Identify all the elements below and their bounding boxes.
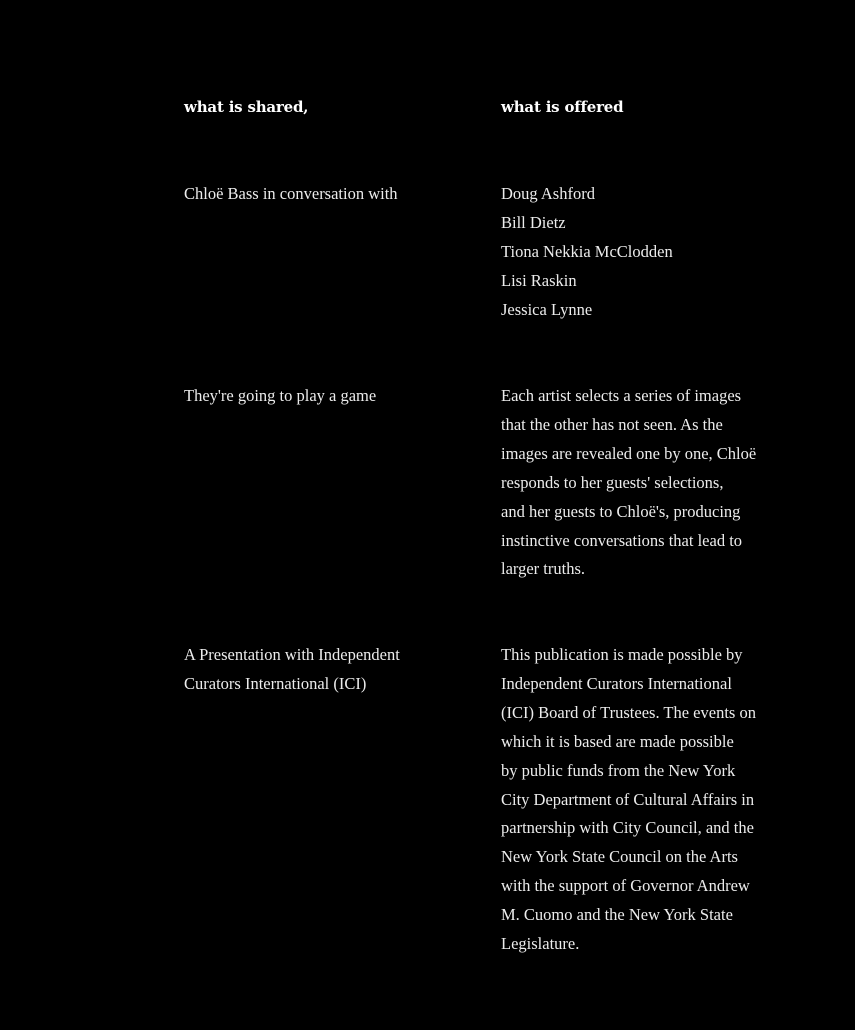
paragraph-line: Curators International (ICI) bbox=[184, 673, 367, 693]
paragraph-line: Independent Curators International bbox=[501, 673, 732, 693]
heading-what-is-offered: what is offered bbox=[501, 98, 624, 116]
paragraph-line: and her guests to Chloë's, producing bbox=[501, 501, 741, 521]
paragraph-line: This publication is made possible by bbox=[501, 645, 743, 664]
section-2-left-text: They're going to play a game bbox=[184, 386, 377, 405]
paragraph-line: New York State Council on the Arts bbox=[501, 847, 738, 867]
paragraph-line: images are revealed one by one, Chloë bbox=[501, 443, 757, 463]
paragraph-line: larger truths. bbox=[501, 559, 586, 579]
paragraph-line: responds to her guests' selections, bbox=[501, 472, 724, 492]
paragraph-line: instinctive conversations that lead to bbox=[501, 530, 743, 550]
paragraph-line: by public funds from the New York bbox=[501, 760, 736, 780]
paragraph-line: (ICI) Board of Trustees. The events on bbox=[501, 702, 756, 722]
game-description bbox=[501, 382, 801, 584]
participant-name: Doug Ashford bbox=[501, 184, 595, 203]
heading-what-is-shared: what is shared, bbox=[184, 98, 309, 116]
paragraph-line: with the support of Governor Andrew bbox=[501, 876, 750, 896]
participant-name: Jessica Lynne bbox=[501, 299, 593, 319]
paragraph-line: A Presentation with Independent bbox=[184, 645, 400, 664]
paragraph-line: partnership with City Council, and the bbox=[501, 818, 754, 838]
paragraph-line: which it is based are made possible bbox=[501, 731, 734, 751]
participant-name: Tiona Nekkia McClodden bbox=[501, 241, 673, 261]
paragraph-line: Legislature. bbox=[501, 934, 580, 954]
participant-list bbox=[501, 180, 801, 325]
participant-name: Bill Dietz bbox=[501, 212, 566, 232]
paragraph-line: M. Cuomo and the New York State bbox=[501, 905, 733, 925]
paragraph-line: that the other has not seen. As the bbox=[501, 414, 723, 434]
funding-statement bbox=[501, 641, 801, 959]
presentation-credit bbox=[184, 641, 474, 699]
section-1-left-text: Chloë Bass in conversation with bbox=[184, 184, 398, 203]
paragraph-line: City Department of Cultural Affairs in bbox=[501, 789, 755, 809]
participant-name: Lisi Raskin bbox=[501, 270, 577, 290]
paragraph-line: Each artist selects a series of images bbox=[501, 386, 742, 405]
